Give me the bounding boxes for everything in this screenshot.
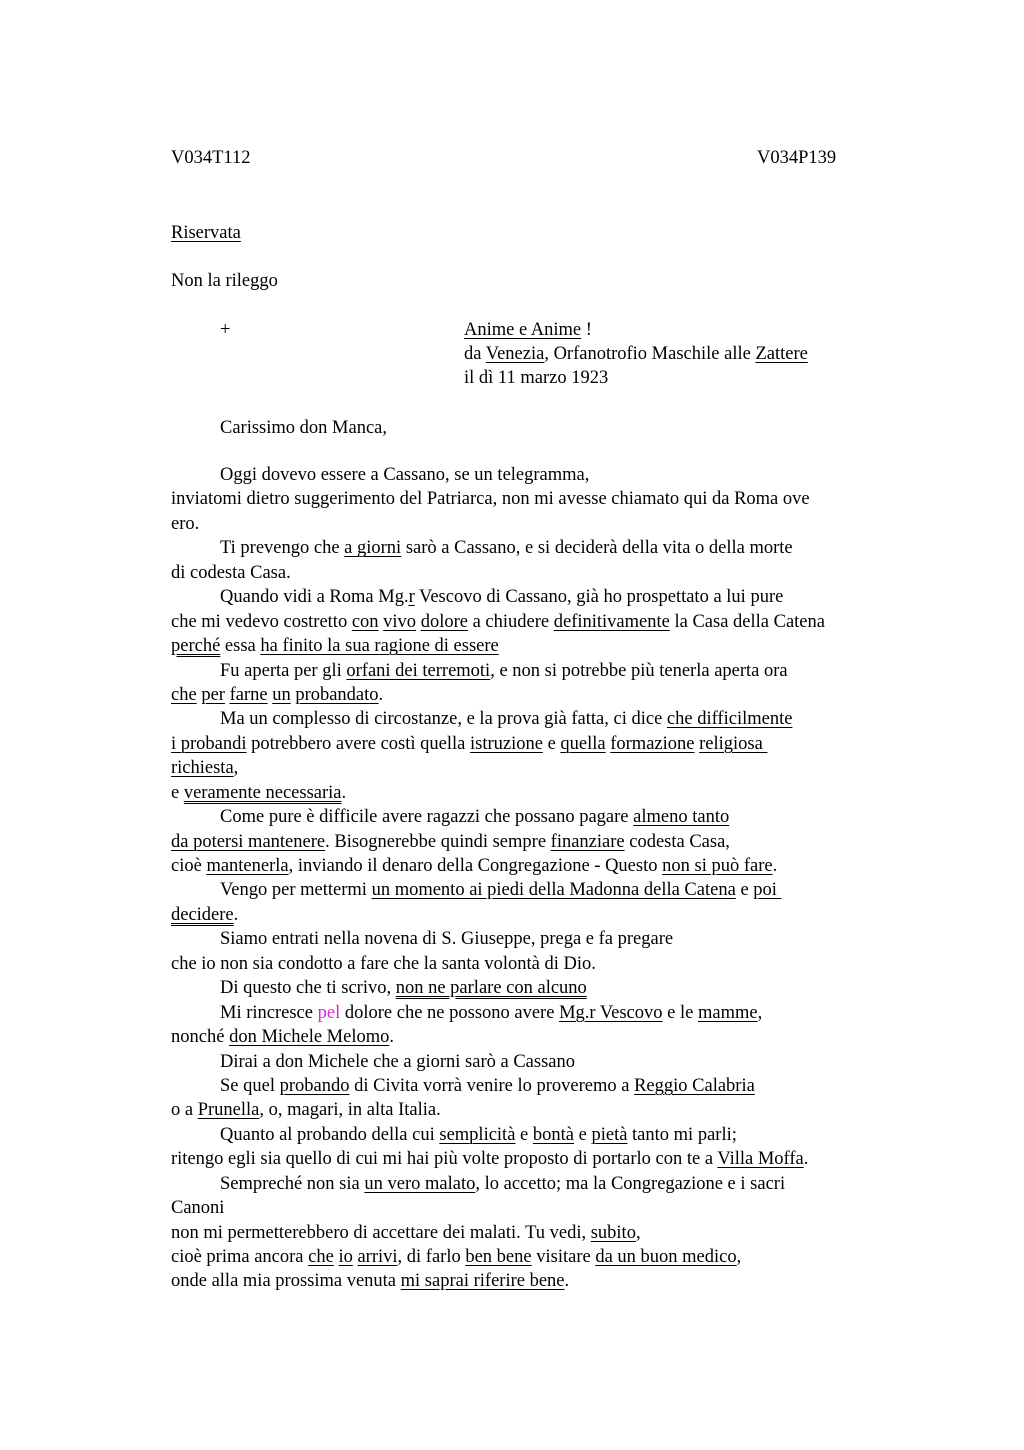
underlined-text: perché: [171, 636, 221, 657]
body-line: [171, 585, 911, 609]
body-line: [171, 634, 911, 658]
body-line: [171, 463, 911, 487]
body-text: e: [515, 1124, 533, 1145]
underlined-text: ben bene: [465, 1247, 532, 1267]
underlined-text: religiosa: [699, 733, 768, 754]
underlined-text: probando: [279, 1075, 350, 1096]
underlined-text: formazione: [610, 733, 695, 754]
body-line: [171, 487, 911, 511]
underlined-text: un: [272, 684, 291, 705]
body-text: Sempreché non sia: [220, 1173, 365, 1194]
not-reread-note: Non la rileggo: [171, 271, 278, 291]
body-text: e: [542, 733, 561, 754]
document-code-right: V034P139: [757, 148, 837, 168]
body-text: Quando vidi a Roma Mg.: [220, 587, 409, 608]
underlined-text: farne: [229, 684, 268, 705]
body-text: ritengo egli sia quello di cui mi hai più volte proposto di portarlo con te a: [171, 1149, 718, 1170]
body-text: Siamo entrati nella novena di S. Giuseppe, prega e fa pregare: [220, 929, 674, 950]
body-text: .: [803, 1149, 809, 1170]
underlined-text: finanziare: [550, 831, 625, 852]
body-text: ,: [757, 1002, 763, 1023]
underlined-text: Prunella: [197, 1100, 260, 1121]
underlined-text: mi saprai riferire bene: [400, 1271, 565, 1292]
underlined-text: Villa Moffa: [717, 1149, 804, 1170]
body-text: Di questo che ti scrivo,: [220, 978, 396, 999]
body-text: , di farlo: [397, 1247, 466, 1267]
underlined-text: semplicità: [439, 1124, 516, 1145]
body-line: [171, 1147, 911, 1171]
underlined-text: quella: [560, 733, 606, 754]
body-text: onde alla mia prossima venuta: [171, 1271, 401, 1292]
motto-text: Anime e Anime: [464, 320, 582, 340]
body-line: [171, 732, 911, 756]
body-line: [171, 854, 911, 878]
body-text: e: [574, 1124, 592, 1145]
underlined-text: un momento ai piedi della Madonna della Catena: [371, 880, 736, 901]
body-line: [171, 512, 911, 536]
underlined-text: con: [351, 611, 379, 632]
body-line: [171, 781, 911, 805]
underlined-text: don Michele Melomo: [229, 1027, 390, 1048]
body-text: .: [378, 684, 384, 705]
underlined-text: arrivi: [357, 1247, 398, 1267]
body-text: e: [171, 782, 184, 803]
underlined-text: bontà: [532, 1124, 574, 1145]
body-line: [171, 903, 911, 927]
underlined-text: Reggio Calabria: [634, 1075, 755, 1096]
underlined-text: ha finito la sua ragione di essere: [260, 636, 499, 657]
letterhead-motto: [464, 318, 592, 342]
underlined-text: istruzione: [469, 733, 543, 754]
body-text: a chiudere: [467, 611, 554, 632]
body-text: .: [389, 1027, 394, 1048]
body-text: .: [233, 904, 239, 925]
letter-body: [171, 463, 911, 1294]
body-text: Ma un complesso di circostanze, e la prova già fatta, ci dice: [220, 709, 667, 730]
underlined-text: r: [408, 587, 415, 608]
underlined-text: orfani dei terremoti: [346, 660, 491, 681]
body-text: che mi vedevo costretto: [171, 611, 352, 632]
body-line: [171, 683, 911, 707]
body-text: Se quel: [220, 1075, 280, 1096]
confidential-note: Riservata: [171, 223, 241, 243]
body-text: inviatomi dietro suggerimento del Patriarca, non mi avesse chiamato qui da Roma ove: [171, 489, 810, 510]
body-text: di Civita vorrà venire lo proveremo a: [349, 1075, 635, 1096]
body-text: cioè: [171, 856, 207, 876]
body-line: [171, 1245, 911, 1269]
body-text: tanto mi parli;: [627, 1124, 737, 1145]
body-line: [171, 707, 911, 731]
body-line: [171, 1001, 911, 1025]
body-text: Quanto al probando della cui: [220, 1124, 440, 1145]
underlined-text: che difficilmente: [666, 709, 793, 730]
body-text: potrebbero avere costì quella: [246, 733, 470, 754]
underlined-text: poi: [753, 880, 782, 901]
body-text: ,: [635, 1222, 641, 1243]
underlined-text: decidere: [171, 904, 234, 925]
body-text: ,: [736, 1247, 742, 1267]
body-text: la Casa della Catena: [669, 611, 825, 632]
body-text: Fu aperta per gli: [220, 660, 347, 681]
underlined-text: io: [338, 1247, 353, 1267]
body-line: [171, 1050, 911, 1074]
body-text: nonché: [171, 1027, 230, 1048]
underlined-text: dolore: [420, 611, 468, 632]
body-text: e: [735, 880, 754, 901]
body-text: Come pure è difficile avere ragazzi che possano pagare: [220, 807, 634, 828]
underlined-text: veramente necessaria: [183, 782, 342, 803]
underlined-text: per: [201, 684, 225, 705]
body-line: [171, 878, 911, 902]
underlined-text: da potersi mantenere: [171, 831, 326, 852]
body-text: Canoni: [171, 1198, 225, 1219]
underlined-text: a giorni: [344, 538, 402, 559]
body-line: [171, 1221, 911, 1245]
body-line: [171, 1269, 911, 1293]
motto-suffix: !: [581, 320, 592, 340]
underlined-text: da un buon medico: [595, 1247, 737, 1267]
body-line: [171, 830, 911, 854]
place-mid: , Orfanotrofio Maschile alle: [544, 344, 756, 364]
body-text: visitare: [531, 1247, 596, 1267]
body-text: Vescovo di Cassano, già ho prospettato a lui pure: [414, 587, 784, 608]
underlined-text: mantenerla: [206, 856, 289, 876]
body-text: .: [564, 1271, 570, 1292]
body-line: [171, 1098, 911, 1122]
document-code-left: V034T112: [171, 148, 251, 168]
body-text: . Bisognerebbe quindi sempre: [325, 831, 551, 852]
underlined-text: vivo: [383, 611, 417, 632]
body-text: che io non sia condotto a fare che la santa volontà di Dio.: [171, 953, 596, 974]
body-line: [171, 1025, 911, 1049]
underlined-text: non ne parlare con alcuno: [395, 978, 587, 999]
body-line: [171, 536, 911, 560]
body-text: Vengo per mettermi: [220, 880, 372, 901]
underlined-text: non si può fare: [662, 856, 773, 876]
body-line: [171, 1123, 911, 1147]
underlined-text: mamme: [697, 1002, 758, 1023]
body-line: [171, 610, 911, 634]
body-line: [171, 927, 911, 951]
body-line: [171, 756, 911, 780]
underlined-text: i probandi: [171, 733, 247, 754]
underlined-text: pietà: [591, 1124, 628, 1145]
underlined-text: almeno tanto: [633, 807, 730, 828]
body-text: Ti prevengo che: [220, 538, 345, 559]
body-text: essa: [220, 636, 261, 657]
body-text: codesta Casa,: [624, 831, 730, 852]
cross-symbol: +: [220, 320, 231, 340]
body-line: [171, 1172, 911, 1196]
underlined-text: definitivamente: [553, 611, 670, 632]
letter-date: il dì 11 marzo 1923: [464, 368, 609, 388]
body-line: [171, 1196, 911, 1220]
body-text: , o, magari, in alta Italia.: [259, 1100, 441, 1121]
underlined-text: probandato: [295, 684, 379, 705]
body-text: e le: [662, 1002, 698, 1023]
letterhead-place: [464, 342, 808, 366]
body-line: [171, 561, 911, 585]
place-district: Zattere: [755, 344, 808, 364]
body-text: non mi permetterebbero di accettare dei malati. Tu vedi,: [171, 1222, 591, 1243]
underlined-text: Mg.r Vescovo: [559, 1002, 663, 1023]
body-line: [171, 1074, 911, 1098]
body-text: , e non si potrebbe più tenerla aperta ora: [490, 660, 788, 681]
body-text: sarò a Cassano, e si deciderà della vita o della morte: [401, 538, 793, 559]
body-text: .: [341, 782, 347, 803]
salutation: Carissimo don Manca,: [220, 418, 387, 438]
body-line: [171, 976, 911, 1000]
body-text: Oggi dovevo essere a Cassano, se un telegramma,: [220, 465, 590, 485]
body-text: ero.: [171, 513, 200, 534]
body-text: , inviando il denaro della Congregazione - Questo: [288, 856, 663, 876]
body-line: [171, 805, 911, 829]
body-text: .: [772, 856, 778, 876]
body-line: [171, 659, 911, 683]
underlined-text: subito: [590, 1222, 636, 1243]
body-line: [171, 952, 911, 976]
highlighted-text: pel: [317, 1002, 341, 1023]
underlined-text: un vero malato: [364, 1173, 476, 1194]
underlined-text: che: [171, 684, 197, 705]
body-text: cioè prima ancora: [171, 1247, 309, 1267]
body-text: , lo accetto; ma la Congregazione e i sacri: [475, 1173, 786, 1194]
body-text: dolore che ne possono avere: [340, 1002, 560, 1023]
body-text: ,: [233, 758, 239, 779]
body-text: di codesta Casa.: [171, 562, 291, 583]
place-prefix: da: [464, 344, 486, 364]
place-city: Venezia: [485, 344, 545, 364]
underlined-text: che: [308, 1247, 334, 1267]
body-text: o a: [171, 1100, 198, 1121]
body-text: Mi rincresce: [220, 1002, 318, 1023]
underlined-text: richiesta: [171, 758, 234, 779]
body-text: Dirai a don Michele che a giorni sarò a Cassano: [220, 1051, 575, 1072]
